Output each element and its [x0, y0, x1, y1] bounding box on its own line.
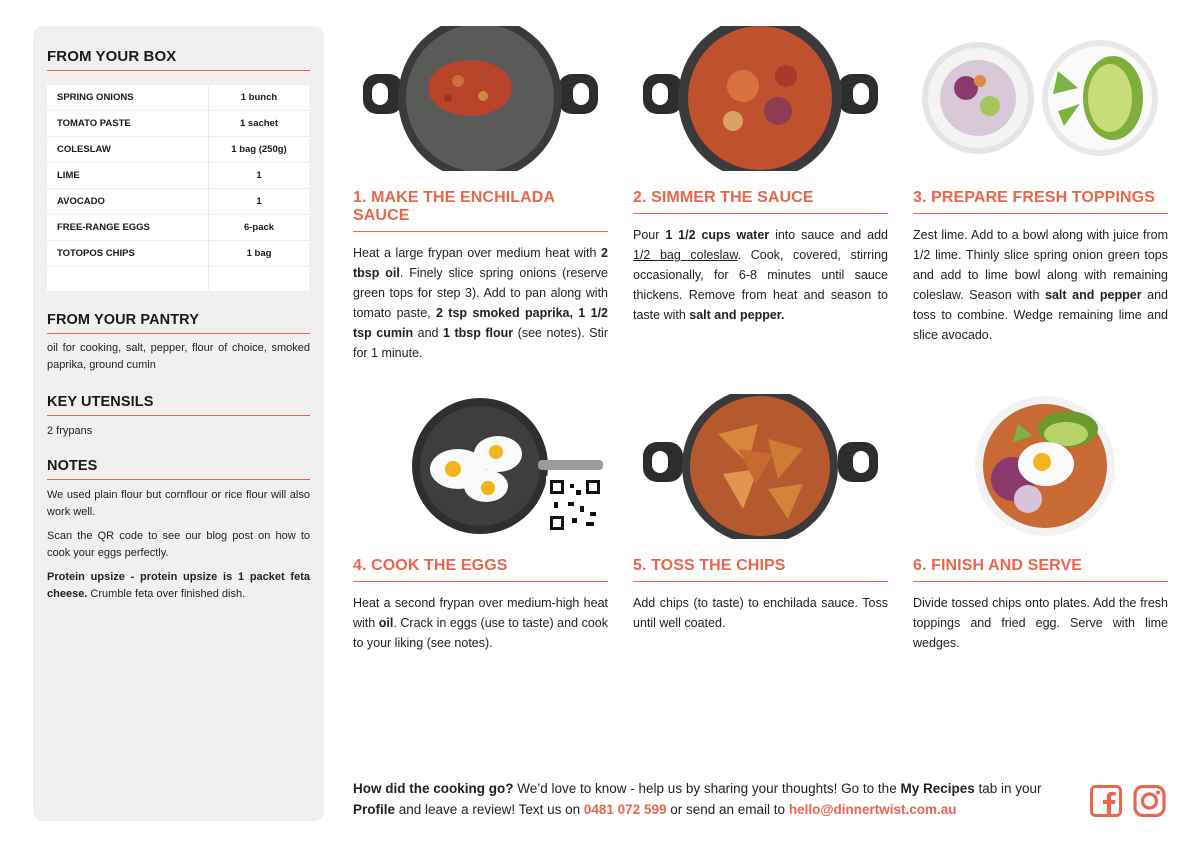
frypan-with-sauce-icon [353, 26, 608, 171]
facebook-icon[interactable] [1090, 785, 1122, 817]
ingredients-table [47, 85, 309, 291]
text-bold: salt and pepper. [689, 308, 785, 322]
step-5 [633, 394, 888, 633]
sidebar [33, 26, 324, 821]
step-2 [633, 26, 888, 325]
step-6 [913, 394, 1168, 653]
step-6-title: 6. FINISH AND SERVE [913, 557, 1168, 582]
footer-text: tab in your [974, 781, 1042, 796]
ingredient-name: SPRING ONIONS [47, 85, 209, 110]
step-3-title: 3. PREPARE FRESH TOPPINGS [913, 189, 1168, 214]
note-protein [47, 569, 310, 603]
text-part: . Finely slice spring onions (reserve green tops for step 3). Add to pan along with tomato paste, [353, 266, 608, 320]
step-1 [353, 26, 608, 363]
text-part: Divide tossed chips onto plates. Add the fresh toppings and fried egg. Serve with lime wedges. [913, 596, 1168, 650]
step-3 [913, 26, 1168, 345]
text-part: . Cook, covered, stirring occasionally, for 6-8 minutes until sauce thickens. Remove from heat and season to taste with [633, 248, 888, 322]
step-4-title: 4. COOK THE EGGS [353, 557, 608, 582]
frypan-with-chips-icon [633, 394, 888, 539]
frypan-with-eggs-icon [353, 394, 608, 539]
ingredient-qty: 1 bag (250g) [231, 144, 287, 155]
note-2: Scan the QR code to see our blog post on how to cook your eggs perfectly. [47, 530, 310, 559]
protein-bold: Protein upsize - protein upsize is 1 packet feta cheese. [47, 571, 310, 600]
notes-section [47, 458, 310, 603]
ingredient-qty: 1 bunch [240, 92, 278, 103]
frypan-with-coleslaw-sauce-icon [633, 26, 888, 171]
ingredient-row [47, 111, 309, 137]
text-bold: oil [378, 616, 394, 630]
text-part: into sauce and add [769, 228, 888, 242]
text-bold: 1 1/2 cups water [665, 228, 770, 242]
step-2-title: 2. SIMMER THE SAUCE [633, 189, 888, 214]
text-part: Add chips (to taste) to enchilada sauce. Toss until well coated. [633, 596, 888, 630]
ingredient-row [47, 189, 309, 215]
text-part: and toss to combine. Wedge remaining lime and slice avocado. [913, 288, 1168, 342]
ingredient-qty: 1 [256, 196, 262, 207]
ingredient-row [47, 215, 309, 241]
text-bold: salt and pepper [1045, 288, 1142, 302]
step-5-title: 5. TOSS THE CHIPS [633, 557, 888, 582]
ingredient-qty: 6-pack [243, 222, 275, 233]
ingredient-name: LIME [47, 163, 209, 188]
text-part: Heat a large frypan over medium heat with [353, 246, 602, 260]
ingredient-row [47, 137, 309, 163]
ingredient-name: TOTOPOS CHIPS [47, 241, 209, 266]
text-bold: 2 tbsp oil [353, 246, 608, 280]
step-4 [353, 394, 608, 653]
step-3-text [913, 225, 1168, 345]
pantry-title: FROM YOUR PANTRY [47, 312, 310, 334]
step-1-title: 1. MAKE THE ENCHILADA SAUCE [353, 189, 608, 232]
pantry-text: oil for cooking, salt, pepper, flour of choice, smoked paprika, ground cumin [47, 342, 310, 371]
my-recipes-label: My Recipes [900, 781, 975, 796]
ingredient-name: FREE-RANGE EGGS [47, 215, 209, 240]
instagram-icon[interactable] [1133, 785, 1167, 817]
step-2-text [633, 225, 888, 325]
utensils-title: KEY UTENSILS [47, 394, 310, 416]
ingredient-qty: 1 sachet [239, 118, 279, 129]
empty-cell [47, 267, 209, 291]
plated-dish-icon [913, 394, 1168, 539]
feedback-footer [353, 778, 1083, 820]
ingredient-row [47, 85, 309, 111]
box-title: FROM YOUR BOX [47, 48, 310, 71]
phone-link[interactable]: 0481 072 599 [583, 802, 667, 817]
text-part: (see notes). Stir for 1 minute. [353, 326, 608, 360]
text-part: Pour [633, 228, 666, 242]
text-bold: 1 tbsp flour [443, 326, 514, 340]
text-part: . Crack in eggs (use to taste) and cook to your liking (see notes). [353, 616, 608, 650]
footer-question: How did the cooking go? [353, 781, 514, 796]
email-link[interactable]: hello@dinnertwist.com.au [788, 802, 957, 817]
text-part: Zest lime. Add to a bowl along with juice from 1/2 lime. Thinly slice spring onion green tops and add to lime bowl along with remaining coleslaw. Season with [913, 228, 1168, 302]
protein-rest: Crumble feta over finished dish. [87, 588, 246, 600]
ingredient-row [47, 163, 309, 189]
text-part: Heat a second frypan over medium-high heat with [353, 596, 608, 630]
bowls-coleslaw-avocado-icon [913, 26, 1168, 171]
step-4-text [353, 593, 608, 653]
step-5-text [633, 593, 888, 633]
step-6-text [913, 593, 1168, 653]
notes-title: NOTES [47, 458, 310, 480]
ingredient-row [47, 241, 309, 267]
text-part: and [413, 326, 443, 340]
ingredient-qty: 1 bag [246, 248, 272, 259]
profile-label: Profile [353, 802, 396, 817]
ingredient-row-empty [47, 267, 309, 291]
ingredient-name: AVOCADO [47, 189, 209, 214]
utensils-text: 2 frypans [47, 425, 93, 437]
footer-text: and leave a review! Text us on [395, 802, 584, 817]
step-1-text [353, 243, 608, 363]
ingredient-qty: 1 [256, 170, 262, 181]
note-1: We used plain flour but cornflour or rice flour will also work well. [47, 489, 310, 518]
ingredient-name: TOMATO PASTE [47, 111, 209, 136]
utensils-section [47, 394, 310, 440]
footer-text: We’d love to know - help us by sharing your thoughts! Go to the [513, 781, 901, 796]
pantry-section [47, 312, 310, 374]
ingredient-name: COLESLAW [47, 137, 209, 162]
text-underline: 1/2 bag coleslaw [633, 248, 738, 262]
text-bold: 2 tsp smoked paprika, 1 1/2 tsp cumin [353, 306, 608, 340]
footer-text: or send an email to [666, 802, 789, 817]
